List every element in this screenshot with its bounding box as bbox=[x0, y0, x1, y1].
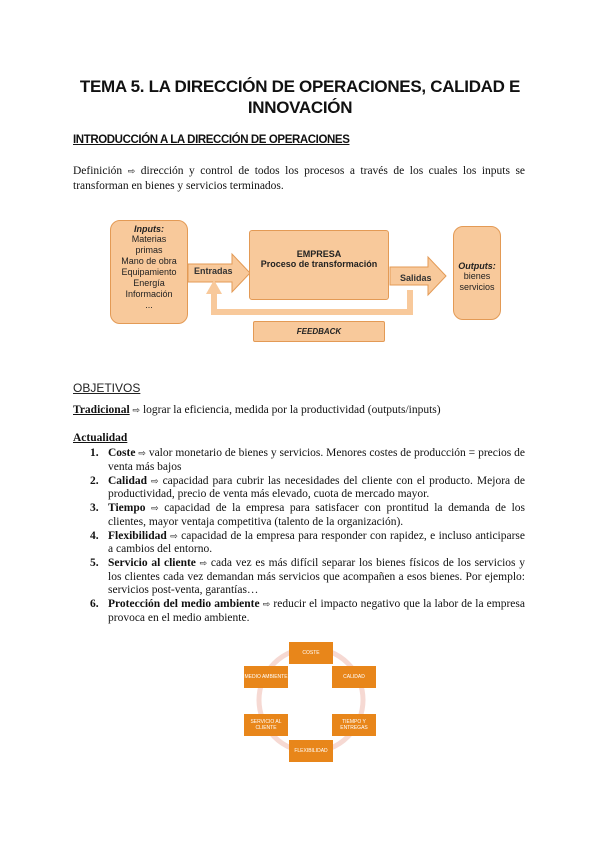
tradicional-label: Tradicional bbox=[73, 404, 130, 416]
item-number: 1. bbox=[90, 447, 99, 459]
objetivos-heading: OBJETIVOS bbox=[73, 381, 141, 395]
list-item bbox=[73, 598, 525, 625]
cycle-coste: COSTE bbox=[289, 642, 333, 664]
objectives-list bbox=[73, 447, 525, 626]
list-item bbox=[73, 447, 525, 474]
cycle-medio: MEDIO AMBIENTE bbox=[244, 666, 288, 688]
arrow-icon: ⇨ bbox=[127, 166, 136, 176]
process-diagram bbox=[110, 220, 500, 350]
item-number: 5. bbox=[90, 557, 99, 569]
cycle-tiempo: TIEMPO Y ENTREGAS bbox=[332, 714, 376, 736]
tradicional-paragraph bbox=[73, 403, 525, 418]
empresa-label: EMPRESA bbox=[296, 249, 342, 259]
list-item bbox=[73, 557, 525, 598]
inputs-box bbox=[110, 220, 188, 324]
item-text: capacidad para cubrir las necesidades del cliente con el producto. Mejora de productividad, precio de venta más elevado, cuota de mercado mayor. bbox=[108, 474, 526, 500]
definition-paragraph bbox=[73, 164, 525, 193]
input-item: ... bbox=[145, 300, 153, 310]
item-text: cada vez es más difícil separar los bienes físicos de los servicios y los clientes cada vez demandan más servicios que acompañen a esos bienes. Por ejemplo: servicios post-venta, garantías… bbox=[108, 557, 525, 596]
input-item: Equipamiento bbox=[121, 267, 177, 277]
item-number: 6. bbox=[90, 598, 99, 610]
actualidad-heading: Actualidad bbox=[73, 432, 128, 444]
outputs-title: Outputs: bbox=[458, 261, 496, 271]
arrow-icon: ⇨ bbox=[138, 448, 146, 458]
item-term: Servicio al cliente bbox=[108, 557, 196, 569]
item-term: Protección del medio ambiente bbox=[108, 598, 260, 610]
input-item: Materias bbox=[131, 234, 167, 244]
cycle-diagram bbox=[236, 635, 386, 765]
list-item bbox=[73, 475, 525, 502]
item-number: 4. bbox=[90, 529, 99, 542]
input-item: primas bbox=[135, 245, 163, 255]
arrow-icon: ⇨ bbox=[170, 530, 178, 541]
item-number: 3. bbox=[90, 502, 99, 514]
item-term: Flexibilidad bbox=[108, 529, 167, 542]
item-text: capacidad de la empresa para responder con rapidez, e incluso anticiparse a cambios del entorno. bbox=[108, 529, 526, 555]
output-item: bienes bbox=[463, 271, 491, 281]
item-text: capacidad de la empresa para satisfacer con prontitud la demanda de los clientes, mayor ventaja competitiva (talento de la organización). bbox=[108, 502, 525, 528]
salidas-label: Salidas bbox=[400, 273, 432, 283]
title-line-1: TEMA 5. LA DIRECCIÓN DE OPERACIONES, CALIDAD E bbox=[79, 77, 521, 96]
arrow-icon: ⇨ bbox=[151, 503, 159, 513]
cycle-calidad: CALIDAD bbox=[332, 666, 376, 688]
arrow-icon: ⇨ bbox=[151, 475, 159, 486]
entradas-label: Entradas bbox=[194, 266, 233, 276]
proceso-label: Proceso de transformación bbox=[260, 259, 378, 269]
arrow-icon: ⇨ bbox=[132, 405, 141, 415]
input-item: Energía bbox=[133, 278, 165, 288]
definition-text: dirección y control de todos los procesos a través de los cuales los inputs se transforman en bienes y servicios terminados. bbox=[73, 165, 526, 192]
inputs-title: Inputs: bbox=[134, 224, 164, 234]
item-term: Tiempo bbox=[108, 502, 146, 514]
item-term: Coste bbox=[108, 447, 136, 459]
page-title bbox=[60, 76, 540, 118]
tradicional-text: lograr la eficiencia, medida por la productividad (outputs/inputs) bbox=[142, 404, 441, 416]
input-item: Información bbox=[125, 289, 173, 299]
item-text: reducir el impacto negativo que la labor de la empresa provoca en el medio ambiente. bbox=[108, 598, 525, 624]
arrow-icon: ⇨ bbox=[199, 558, 208, 568]
empresa-box bbox=[249, 230, 389, 300]
definition-label: Definición bbox=[73, 165, 123, 177]
item-number: 2. bbox=[90, 474, 99, 487]
outputs-box bbox=[453, 226, 501, 320]
list-item bbox=[73, 530, 525, 557]
input-item: Mano de obra bbox=[121, 256, 177, 266]
item-term: Calidad bbox=[108, 474, 147, 487]
title-line-2: INNOVACIÓN bbox=[247, 98, 353, 117]
section-heading-intro: INTRODUCCIÓN A LA DIRECCIÓN DE OPERACIONES bbox=[73, 134, 350, 146]
output-item: servicios bbox=[459, 282, 495, 292]
feedback-box: FEEDBACK bbox=[253, 321, 385, 342]
cycle-servicio: SERVICIO AL CLIENTE bbox=[244, 714, 288, 736]
item-text: valor monetario de bienes y servicios. Menores costes de producción = precios de venta más bajos bbox=[108, 447, 526, 473]
cycle-flexibilidad: FLEXIBILIDAD bbox=[289, 740, 333, 762]
list-item bbox=[73, 502, 525, 529]
arrow-icon: ⇨ bbox=[262, 599, 271, 609]
